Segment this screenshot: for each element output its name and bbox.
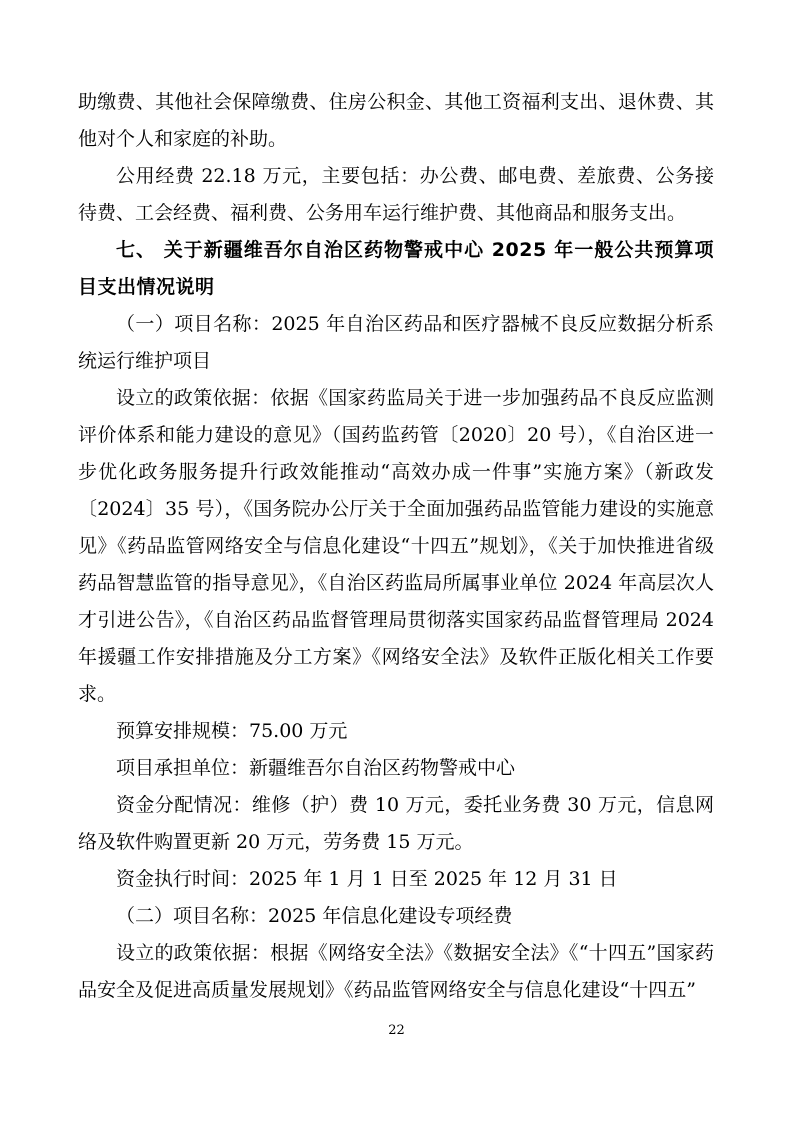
- paragraph-personnel-continuation: 助缴费、其他社会保障缴费、住房公积金、其他工资福利支出、退休费、其他对个人和家庭的补助。: [78, 91, 714, 150]
- section-heading-seven: 七、 关于新疆维吾尔自治区药物警戒中心 2025 年一般公共预算项目支出情况说明: [78, 239, 714, 298]
- paragraph-project-two-policy: 设立的政策依据：根据《网络安全法》《数据安全法》《“十四五”国家药品安全及促进高质量发展规划》《药品监管网络安全与信息化建设“十四五”: [78, 942, 714, 1001]
- page-body: [78, 84, 714, 1009]
- paragraph-project-one-budget: 预算安排规模：75.00 万元: [116, 720, 348, 742]
- page-number: 22: [388, 1023, 405, 1038]
- paragraph-project-one-unit: 项目承担单位：新疆维吾尔自治区药物警戒中心: [116, 757, 516, 779]
- paragraph-project-two-name: （二）项目名称：2025 年信息化建设专项经费: [116, 905, 513, 927]
- paragraph-project-one-policy: 设立的政策依据：依据《国家药监局关于进一步加强药品不良反应监测评价体系和能力建设的意见》（国药监药管〔2020〕20 号），《自治区进一步优化政务服务提升行政效能推动“高效办成一件事”实施方案》（新政发〔2024〕35 号），《国务院办公厅关于全面加强药品监管能力建设的实施意见》《药品监管网络安全与信息化建设“十四五”规划》，《关于加快推进省级药品智慧监管的指导意见》，《自治区药监局所属事业单位 2024 年高层次人才引进公告》，《自治区药品监督管理局贯彻落实国家药品监督管理局 2024 年援疆工作安排措施及分工方案》《网络安全法》及软件正版化相关工作要求。: [78, 387, 714, 705]
- paragraph-project-one-period: 资金执行时间：2025 年 1 月 1 日至 2025 年 12 月 31 日: [116, 868, 618, 890]
- paragraph-project-one-allocation: 资金分配情况：维修（护）费 10 万元，委托业务费 30 万元，信息网络及软件购置更新 20 万元，劳务费 15 万元。: [78, 794, 714, 853]
- paragraph-project-one-name: （一）项目名称：2025 年自治区药品和医疗器械不良反应数据分析系统运行维护项目: [78, 313, 714, 372]
- paragraph-public-funds: 公用经费 22.18 万元，主要包括：办公费、邮电费、差旅费、公务接待费、工会经费、福利费、公务用车运行维护费、其他商品和服务支出。: [78, 165, 714, 224]
